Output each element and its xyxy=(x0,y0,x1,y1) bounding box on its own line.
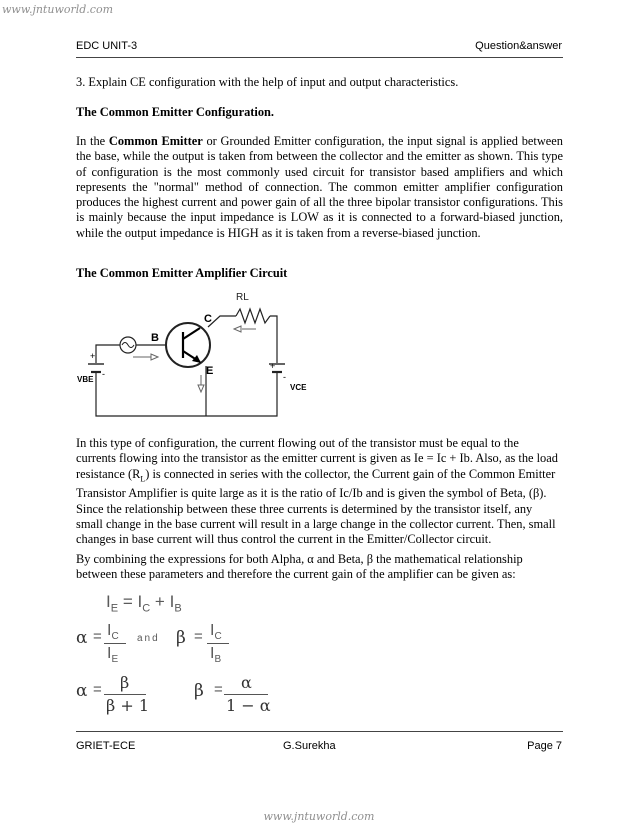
alpha-formula-numerator: β xyxy=(120,673,130,692)
current-gain-paragraph xyxy=(76,436,566,548)
label-rl: RL xyxy=(236,292,249,303)
eq-symbol: 1 xyxy=(138,696,150,715)
eq-symbol: I xyxy=(107,645,112,662)
eq-symbol: + xyxy=(120,696,134,715)
load-resistor xyxy=(236,309,270,323)
eq-symbol: I xyxy=(210,645,215,662)
watermark-top: www.jntuworld.com xyxy=(2,3,114,16)
para2-text: resistance (R xyxy=(76,466,141,481)
eq-beta-symbol: β xyxy=(176,628,186,648)
eq-equals-sign: = xyxy=(194,628,203,645)
beta-numerator xyxy=(210,622,222,642)
eq-subscript: C xyxy=(214,631,222,643)
watermark-bottom: www.jntuworld.com xyxy=(263,810,375,823)
para2-line: currents flowing into the transistor as the emitter current is given as Ie = Ic + Ib. Also, as the load xyxy=(76,451,558,466)
eq-alpha-symbol: α xyxy=(76,681,88,701)
eq-alpha-symbol: α xyxy=(76,628,88,648)
beta-denominator xyxy=(210,645,221,665)
alpha-numerator xyxy=(107,622,119,642)
vbe-minus-sign: - xyxy=(102,369,105,379)
beta-formula-bar xyxy=(224,694,268,695)
output-bottom-wire xyxy=(206,336,277,416)
eq-equals-sign: = xyxy=(93,681,102,698)
collector-wire xyxy=(208,316,236,327)
label-emitter: E xyxy=(206,365,214,377)
label-base: B xyxy=(151,332,159,344)
circuit-title: The Common Emitter Amplifier Circuit xyxy=(76,266,288,280)
label-vbe: VBE xyxy=(77,375,94,384)
beta-formula-denominator: 1 − α xyxy=(226,696,271,715)
para3-line: between these parameters and therefore the current gain of the amplifier can be given as: xyxy=(76,567,516,582)
alpha-fraction-bar xyxy=(104,643,126,644)
eq-symbol: I xyxy=(106,592,111,611)
eq-subscript: C xyxy=(111,631,119,643)
eq-subscript: B xyxy=(174,602,182,615)
intro-rest: or Grounded Emitter configuration, the input signal is applied between the base, while the output is taken from between the collector and the emitter as shown. This type of configuration is the most commonly used circuit for transistor based amplifiers and which represents the "normal" method of connection. The common emitter amplifier configuration produces the highest current and power gain of all the three bipolar transistor configurations. This is mainly because the input impedance is LOW as it is connected to a forward-biased junction, while the output impedance is HIGH as it is taken from a reverse-biased junction. xyxy=(76,134,563,240)
footer-rule xyxy=(76,731,563,732)
alpha-denominator xyxy=(107,645,118,665)
para2-line: small change in the base current will result in a large change in the collector current. Then, small xyxy=(76,516,556,531)
transistor-symbol xyxy=(166,323,210,367)
question-text: 3. Explain CE configuration with the help of input and output characteristics. xyxy=(76,75,459,89)
eq-symbol: = xyxy=(122,592,133,611)
vce-plus-sign: + xyxy=(270,361,276,371)
eq-symbol: 1 xyxy=(226,696,237,715)
para2-line: Transistor Amplifier is quite large as it is the ratio of Ic/Ib and is given the symbol of Beta, (β). xyxy=(76,486,547,501)
eq-and-word: and xyxy=(137,633,160,644)
eq-symbol: + xyxy=(154,592,165,611)
eq-equals-sign: = xyxy=(214,681,223,698)
intro-bold-term: Common Emitter xyxy=(108,134,203,148)
para2-line: Since the relationship between these three currents is determined by the transistor itself, any xyxy=(76,501,533,516)
header-right: Question&answer xyxy=(475,40,562,52)
eq-equals-sign: = xyxy=(93,628,102,645)
footer-center: G.Surekha xyxy=(283,740,336,752)
para2-line: In this type of configuration, the current flowing out of the transistor must be equal to the xyxy=(76,436,519,450)
eq-symbol: α xyxy=(259,696,271,715)
eq-symbol: β xyxy=(106,696,116,715)
header-left: EDC UNIT-3 xyxy=(76,40,138,52)
para2-text: ) is connected in series with the collector, the Current gain of the Common Emitter xyxy=(145,466,556,481)
eq-subscript: B xyxy=(214,654,222,666)
para2-line: changes in base current will thus control the current in the Emitter/Collector circuit. xyxy=(76,532,492,547)
alpha-formula-bar xyxy=(104,694,146,695)
eq-symbol: I xyxy=(107,622,112,639)
section-title: The Common Emitter Configuration. xyxy=(76,105,275,119)
label-vce: VCE xyxy=(290,383,307,392)
intro-lead: In the xyxy=(76,134,109,148)
eq-symbol: I xyxy=(169,592,175,611)
load-subscript: L xyxy=(140,474,146,484)
beta-formula-numerator: α xyxy=(241,673,252,692)
eq-subscript: E xyxy=(111,654,119,666)
eq-beta-symbol: β xyxy=(194,681,204,701)
combining-paragraph xyxy=(76,552,566,583)
footer-left: GRIET-ECE xyxy=(76,740,136,752)
para3-line: By combining the expressions for both Alpha, α and Beta, β the mathematical relationship xyxy=(76,552,523,566)
equation-emitter-current xyxy=(106,592,182,614)
page-number: Page 7 xyxy=(527,740,562,752)
para2-line xyxy=(76,467,566,487)
eq-subscript: E xyxy=(110,602,119,615)
vbe-plus-sign: + xyxy=(90,351,96,361)
eq-symbol: I xyxy=(137,592,143,611)
alpha-formula-denominator xyxy=(106,696,149,715)
eq-symbol: I xyxy=(210,622,215,639)
label-collector: C xyxy=(204,313,212,325)
vce-minus-sign: - xyxy=(283,372,286,382)
eq-subscript: C xyxy=(142,602,151,615)
beta-fraction-bar xyxy=(207,643,229,644)
output-right-wire xyxy=(270,316,277,336)
